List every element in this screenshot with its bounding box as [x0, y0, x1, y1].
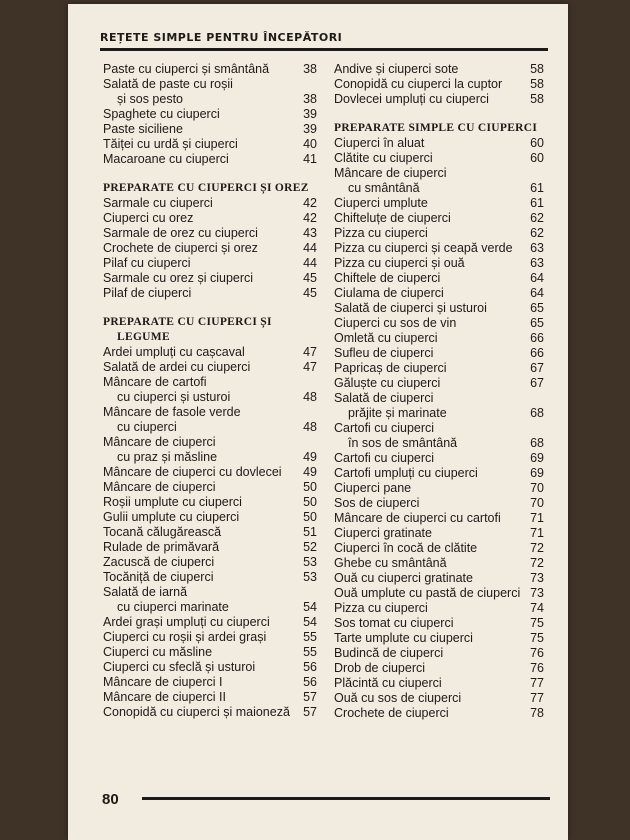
- toc-entry: [103, 107, 317, 122]
- recipe-page-number: 71: [530, 526, 544, 540]
- recipe-title: Pilaf de ciuperci: [103, 286, 192, 300]
- recipe-title: Crochete de ciuperci și orez: [103, 241, 258, 255]
- toc-entry: [334, 226, 544, 241]
- toc-entry: [334, 526, 544, 541]
- toc-entry: [103, 555, 317, 570]
- recipe-page-number: 75: [530, 616, 544, 630]
- toc-entry: [103, 705, 317, 720]
- toc-entry: [334, 316, 544, 331]
- toc-entry: [334, 62, 544, 77]
- recipe-title: Chiftele de ciuperci: [334, 271, 441, 285]
- recipe-page-number: 42: [303, 196, 317, 210]
- toc-entry: [334, 481, 544, 496]
- recipe-page-number: 41: [303, 152, 317, 166]
- recipe-title: Spaghete cu ciuperci: [103, 107, 220, 121]
- toc-entry: [334, 286, 544, 301]
- recipe-page-number: 69: [530, 451, 544, 465]
- recipe-page-number: 54: [303, 600, 317, 614]
- toc-entry: [103, 92, 317, 107]
- toc-entry: [334, 241, 544, 256]
- recipe-title: Tăiței cu urdă și ciuperci: [103, 137, 238, 151]
- recipe-page-number: 78: [530, 706, 544, 720]
- toc-entry: [334, 361, 544, 376]
- toc-entry: [103, 77, 317, 92]
- recipe-page-number: 61: [530, 181, 544, 195]
- recipe-title: Mâncare de ciuperci II: [103, 690, 226, 704]
- recipe-page-number: 66: [530, 331, 544, 345]
- recipe-page-number: 62: [530, 226, 544, 240]
- recipe-page-number: 63: [530, 241, 544, 255]
- toc-entry: [334, 496, 544, 511]
- recipe-title: Omletă cu ciuperci: [334, 331, 438, 345]
- recipe-page-number: 42: [303, 211, 317, 225]
- recipe-page-number: 68: [530, 406, 544, 420]
- recipe-title: Ciuperci cu orez: [103, 211, 194, 225]
- toc-entry: [334, 541, 544, 556]
- recipe-title: Drob de ciuperci: [334, 661, 426, 675]
- recipe-title: Rulade de primăvară: [103, 540, 220, 554]
- toc-entry: [103, 211, 317, 226]
- toc-entry: [334, 196, 544, 211]
- footer-rule: [142, 797, 550, 800]
- toc-entry: [334, 151, 544, 166]
- running-header: REȚETE SIMPLE PENTRU ÎNCEPĂTORI: [100, 31, 343, 44]
- toc-entry: [334, 136, 544, 151]
- recipe-page-number: 71: [530, 511, 544, 525]
- recipe-title: Mâncare de ciuperci cu cartofi: [334, 511, 501, 525]
- recipe-page-number: 64: [530, 271, 544, 285]
- toc-entry: [103, 196, 317, 211]
- recipe-title: Mâncare de ciuperci: [103, 480, 216, 494]
- toc-entry: [103, 660, 317, 675]
- recipe-title: cu praz și măsline: [117, 450, 218, 464]
- recipe-title: Tocană călugărească: [103, 525, 222, 539]
- toc-entry: [103, 122, 317, 137]
- recipe-page-number: 64: [530, 286, 544, 300]
- recipe-title: Paste siciliene: [103, 122, 183, 136]
- recipe-page-number: 51: [303, 525, 317, 539]
- recipe-title: Găluște cu ciuperci: [334, 376, 441, 390]
- recipe-title: Sos tomat cu ciuperci: [334, 616, 454, 630]
- toc-column-right: [334, 62, 544, 721]
- toc-entry: [334, 77, 544, 92]
- recipe-page-number: 66: [530, 346, 544, 360]
- recipe-title: Sarmale de orez cu ciuperci: [103, 226, 258, 240]
- toc-entry: [334, 406, 544, 421]
- section-spacer: [103, 167, 317, 181]
- toc-entry: [334, 301, 544, 316]
- recipe-page-number: 74: [530, 601, 544, 615]
- toc-entry: [103, 675, 317, 690]
- toc-entry: [334, 376, 544, 391]
- recipe-title: Ciuperci cu sos de vin: [334, 316, 457, 330]
- recipe-page-number: 47: [303, 360, 317, 374]
- toc-entry: [334, 691, 544, 706]
- recipe-page-number: 70: [530, 481, 544, 495]
- recipe-page-number: 56: [303, 660, 317, 674]
- toc-entry: [334, 166, 544, 181]
- recipe-page-number: 76: [530, 646, 544, 660]
- recipe-title: Salată de ciuperci și usturoi: [334, 301, 487, 315]
- recipe-page-number: 40: [303, 137, 317, 151]
- recipe-title: Ciuperci cu sfeclă și usturoi: [103, 660, 256, 674]
- recipe-page-number: 38: [303, 92, 317, 106]
- recipe-title: Salată de iarnă: [103, 585, 188, 599]
- toc-entry: [103, 630, 317, 645]
- recipe-title: Mâncare de fasole verde: [103, 405, 241, 419]
- recipe-title: Crochete de ciuperci: [334, 706, 449, 720]
- toc-entry: [103, 465, 317, 480]
- recipe-title: Mâncare de ciuperci: [103, 435, 216, 449]
- recipe-page-number: 73: [530, 586, 544, 600]
- recipe-title: Plăcintă cu ciuperci: [334, 676, 442, 690]
- recipe-page-number: 44: [303, 241, 317, 255]
- section-heading: PREPARATE SIMPLE CU CIUPERCI: [334, 122, 538, 134]
- toc-entry: [334, 616, 544, 631]
- recipe-title: Sos de ciuperci: [334, 496, 420, 510]
- recipe-title: cu ciuperci și usturoi: [117, 390, 231, 404]
- recipe-title: cu ciuperci marinate: [117, 600, 229, 614]
- toc-entry: [334, 421, 544, 436]
- recipe-title: Salată de paste cu roșii: [103, 77, 233, 91]
- toc-entry: [334, 346, 544, 361]
- recipe-title: Ghebe cu smântână: [334, 556, 447, 570]
- recipe-page-number: 54: [303, 615, 317, 629]
- header-rule: [100, 48, 548, 51]
- recipe-title: Chifteluțe de ciuperci: [334, 211, 451, 225]
- recipe-page-number: 48: [303, 420, 317, 434]
- toc-entry: [334, 211, 544, 226]
- recipe-page-number: 77: [530, 691, 544, 705]
- toc-entry: [103, 137, 317, 152]
- recipe-title: Pilaf cu ciuperci: [103, 256, 191, 270]
- recipe-page-number: 53: [303, 570, 317, 584]
- toc-entry: [103, 450, 317, 465]
- recipe-page-number: 39: [303, 122, 317, 136]
- recipe-page-number: 68: [530, 436, 544, 450]
- toc-entry: [334, 706, 544, 721]
- toc-entry: [103, 256, 317, 271]
- recipe-title: Ouă umplute cu pastă de ciuperci: [334, 586, 521, 600]
- toc-entry: [334, 586, 544, 601]
- recipe-page-number: 60: [530, 151, 544, 165]
- recipe-page-number: 62: [530, 211, 544, 225]
- recipe-title: Cartofi cu ciuperci: [334, 421, 435, 435]
- toc-entry: [103, 286, 317, 301]
- toc-entry: [103, 226, 317, 241]
- toc-entry: [103, 435, 317, 450]
- recipe-title: Mâncare de ciuperci I: [103, 675, 223, 689]
- recipe-page-number: 45: [303, 286, 317, 300]
- recipe-title: Ouă cu sos de ciuperci: [334, 691, 462, 705]
- section-heading: PREPARATE CU CIUPERCI ȘI: [103, 316, 272, 328]
- recipe-page-number: 56: [303, 675, 317, 689]
- recipe-page-number: 58: [530, 62, 544, 76]
- recipe-title: Zacuscă de ciuperci: [103, 555, 215, 569]
- recipe-title: Sufleu de ciuperci: [334, 346, 434, 360]
- toc-entry: [103, 345, 317, 360]
- recipe-page-number: 57: [303, 705, 317, 719]
- toc-entry: [334, 676, 544, 691]
- recipe-title: Pizza cu ciuperci și ceapă verde: [334, 241, 513, 255]
- section-heading: PREPARATE CU CIUPERCI ȘI OREZ: [103, 182, 309, 194]
- recipe-title: Conopidă cu ciuperci și maioneză: [103, 705, 290, 719]
- recipe-title: și sos pesto: [117, 92, 184, 106]
- toc-entry: [103, 495, 317, 510]
- recipe-title: în sos de smântână: [348, 436, 458, 450]
- recipe-title: Gulii umplute cu ciuperci: [103, 510, 240, 524]
- toc-entry: [103, 62, 317, 77]
- recipe-title: Pizza cu ciuperci și ouă: [334, 256, 465, 270]
- recipe-title: Sarmale cu orez și ciuperci: [103, 271, 254, 285]
- recipe-title: Ciulama de ciuperci: [334, 286, 444, 300]
- toc-entry: [334, 571, 544, 586]
- section-spacer: [103, 301, 317, 315]
- recipe-title: Tarte umplute cu ciuperci: [334, 631, 473, 645]
- recipe-page-number: 47: [303, 345, 317, 359]
- recipe-page-number: 48: [303, 390, 317, 404]
- toc-entry: [103, 645, 317, 660]
- recipe-page-number: 70: [530, 496, 544, 510]
- recipe-page-number: 76: [530, 661, 544, 675]
- page-number: 80: [102, 791, 119, 808]
- recipe-page-number: 61: [530, 196, 544, 210]
- toc-entry: [334, 556, 544, 571]
- toc-entry: [103, 525, 317, 540]
- recipe-title: Ciuperci în cocă de clătite: [334, 541, 478, 555]
- recipe-page-number: 67: [530, 361, 544, 375]
- section-heading: LEGUME: [117, 331, 170, 343]
- recipe-title: Conopidă cu ciuperci la cuptor: [334, 77, 503, 91]
- recipe-title: Salată de ardei cu ciuperci: [103, 360, 251, 374]
- recipe-title: Dovlecei umpluți cu ciuperci: [334, 92, 489, 106]
- recipe-page-number: 65: [530, 301, 544, 315]
- recipe-title: cu ciuperci: [117, 420, 177, 434]
- recipe-page-number: 57: [303, 690, 317, 704]
- toc-entry: [103, 480, 317, 495]
- recipe-page-number: 49: [303, 450, 317, 464]
- toc-entry: [103, 241, 317, 256]
- recipe-title: prăjite și marinate: [348, 406, 447, 420]
- toc-entry: [334, 256, 544, 271]
- toc-entry: [334, 511, 544, 526]
- recipe-page-number: 53: [303, 555, 317, 569]
- toc-entry: [103, 615, 317, 630]
- recipe-title: Papricaș de ciuperci: [334, 361, 447, 375]
- recipe-title: Cartofi cu ciuperci: [334, 451, 435, 465]
- toc-entry: [103, 360, 317, 375]
- toc-entry: [103, 420, 317, 435]
- recipe-title: Ciuperci cu măsline: [103, 645, 213, 659]
- recipe-title: Sarmale cu ciuperci: [103, 196, 213, 210]
- toc-entry: [334, 631, 544, 646]
- toc-entry: [334, 661, 544, 676]
- recipe-page-number: 43: [303, 226, 317, 240]
- section-spacer: [334, 107, 544, 121]
- recipe-page-number: 38: [303, 62, 317, 76]
- recipe-title: Mâncare de ciuperci cu dovlecei: [103, 465, 282, 479]
- toc-entry: [334, 436, 544, 451]
- recipe-page-number: 49: [303, 465, 317, 479]
- toc-entry: [103, 405, 317, 420]
- recipe-title: Pizza cu ciuperci: [334, 601, 428, 615]
- recipe-page-number: 55: [303, 630, 317, 644]
- recipe-page-number: 50: [303, 495, 317, 509]
- toc-entry: [103, 375, 317, 390]
- recipe-page-number: 77: [530, 676, 544, 690]
- recipe-title: Budincă de ciuperci: [334, 646, 444, 660]
- recipe-page-number: 58: [530, 92, 544, 106]
- toc-entry: [334, 451, 544, 466]
- recipe-title: Ciuperci umplute: [334, 196, 428, 210]
- recipe-page-number: 72: [530, 541, 544, 555]
- recipe-title: Cartofi umpluți cu ciuperci: [334, 466, 478, 480]
- recipe-page-number: 55: [303, 645, 317, 659]
- recipe-title: Ardei grași umpluți cu ciuperci: [103, 615, 270, 629]
- recipe-title: Mâncare de cartofi: [103, 375, 207, 389]
- recipe-title: Andive și ciuperci sote: [334, 62, 459, 76]
- recipe-page-number: 75: [530, 631, 544, 645]
- recipe-title: Ciuperci gratinate: [334, 526, 432, 540]
- recipe-page-number: 60: [530, 136, 544, 150]
- toc-entry: [334, 92, 544, 107]
- toc-entry: [334, 646, 544, 661]
- toc-entry: [103, 570, 317, 585]
- recipe-title: Ardei umpluți cu cașcaval: [103, 345, 245, 359]
- toc-entry: [334, 391, 544, 406]
- toc-entry: [103, 585, 317, 600]
- toc-entry: [334, 601, 544, 616]
- toc-entry: [103, 600, 317, 615]
- recipe-page-number: 58: [530, 77, 544, 91]
- recipe-title: Salată de ciuperci: [334, 391, 434, 405]
- toc-column-left: [103, 62, 317, 720]
- toc-entry: [334, 466, 544, 481]
- recipe-page-number: 50: [303, 510, 317, 524]
- recipe-title: Ciuperci cu roșii și ardei grași: [103, 630, 267, 644]
- toc-entry: [103, 690, 317, 705]
- recipe-page-number: 52: [303, 540, 317, 554]
- recipe-title: Paste cu ciuperci și smântână: [103, 62, 270, 76]
- recipe-title: Mâncare de ciuperci: [334, 166, 447, 180]
- recipe-title: Ciuperci pane: [334, 481, 412, 495]
- recipe-title: Roșii umplute cu ciuperci: [103, 495, 242, 509]
- toc-entry: [103, 510, 317, 525]
- toc-entry: [334, 271, 544, 286]
- toc-entry: [103, 390, 317, 405]
- recipe-title: cu smântână: [348, 181, 420, 195]
- toc-entry: [103, 271, 317, 286]
- toc-entry: [334, 181, 544, 196]
- recipe-page-number: 39: [303, 107, 317, 121]
- toc-entry: [103, 540, 317, 555]
- recipe-page-number: 73: [530, 571, 544, 585]
- recipe-page-number: 50: [303, 480, 317, 494]
- recipe-page-number: 44: [303, 256, 317, 270]
- recipe-title: Pizza cu ciuperci: [334, 226, 428, 240]
- recipe-title: Ouă cu ciuperci gratinate: [334, 571, 473, 585]
- recipe-page-number: 65: [530, 316, 544, 330]
- recipe-page-number: 72: [530, 556, 544, 570]
- recipe-page-number: 63: [530, 256, 544, 270]
- recipe-title: Macaroane cu ciuperci: [103, 152, 229, 166]
- toc-entry: [334, 331, 544, 346]
- recipe-title: Tocăniță de ciuperci: [103, 570, 214, 584]
- recipe-page-number: 67: [530, 376, 544, 390]
- recipe-title: Ciuperci în aluat: [334, 136, 425, 150]
- recipe-page-number: 69: [530, 466, 544, 480]
- recipe-page-number: 45: [303, 271, 317, 285]
- recipe-title: Clătite cu ciuperci: [334, 151, 433, 165]
- toc-entry: [103, 152, 317, 167]
